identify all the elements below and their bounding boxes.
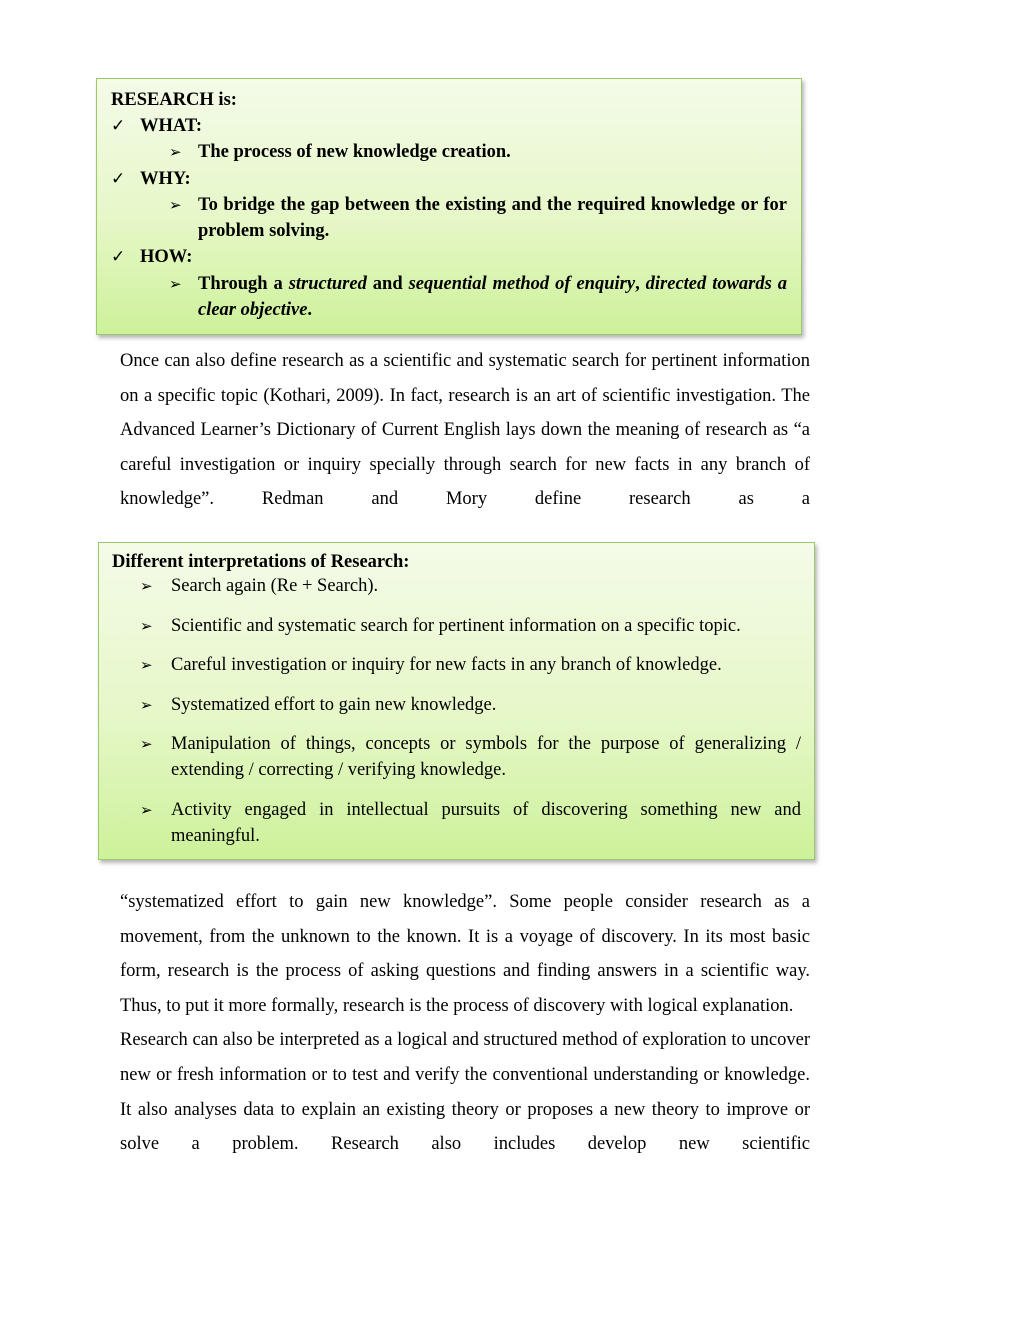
interpretations-box-title: Different interpretations of Research:	[112, 552, 410, 572]
interpretation-item	[112, 573, 801, 599]
research-box-title: RESEARCH is:	[111, 90, 237, 110]
interpretation-item	[112, 652, 801, 678]
arrow-bullet-icon: ➢	[140, 800, 153, 819]
interpretations-box	[98, 542, 815, 860]
research-definition-box	[96, 78, 802, 335]
point-part-italic: sequential method of enquiry	[408, 273, 636, 294]
interpretation-item	[112, 731, 801, 783]
interpretation-item	[112, 692, 801, 718]
interpretation-text: Careful investigation or inquiry for new facts in any branch of knowledge.	[171, 655, 722, 675]
arrow-bullet-icon: ➢	[169, 274, 182, 293]
interpretation-text: Systematized effort to gain new knowledge.	[171, 694, 497, 715]
point-text	[198, 271, 787, 324]
point-text: To bridge the gap between the existing and the required knowledge or for problem solving.	[198, 194, 787, 242]
interpretation-text: Manipulation of things, concepts or symbols for the purpose of generalizing / extending / correcting / verifying knowledge.	[171, 734, 801, 780]
arrow-bullet-icon: ➢	[140, 616, 153, 635]
section-heading-label: WHAT:	[140, 116, 203, 136]
point-part: ,	[635, 273, 646, 294]
checkmark-icon: ✓	[111, 168, 126, 189]
arrow-bullet-icon: ➢	[140, 577, 153, 595]
body-paragraphs-bottom	[120, 885, 810, 1162]
checkmark-icon: ✓	[111, 116, 126, 136]
arrow-bullet-icon: ➢	[169, 143, 182, 162]
interpretation-item	[112, 613, 801, 639]
arrow-bullet-icon: ➢	[140, 695, 153, 714]
interpretation-item	[112, 797, 801, 849]
arrow-bullet-icon: ➢	[169, 195, 182, 214]
point-part: Through a	[198, 273, 289, 294]
section-why-heading	[111, 166, 787, 192]
point-part-italic: directed towards a clear objective	[198, 273, 788, 321]
interpretation-text: Scientific and systematic search for pertinent information on a specific topic.	[171, 615, 741, 636]
checkmark-icon: ✓	[111, 247, 126, 268]
section-heading-label: HOW:	[140, 247, 193, 268]
point-text: The process of new knowledge creation.	[198, 142, 511, 163]
point-part: and	[366, 273, 409, 294]
section-what-heading	[111, 113, 787, 139]
point-part: .	[307, 300, 313, 321]
body-paragraph-3: Research can also be interpreted as a logical and structured method of exploration to uncover new or fresh information or to test and verify the conventional understanding or knowledge. It also analyses data to explain an existing theory or proposes a new theory to improve or solve a problem. Research also includes develop new scientific	[120, 1030, 810, 1155]
arrow-bullet-icon: ➢	[140, 735, 153, 753]
section-how-point	[111, 271, 787, 324]
section-why-point	[111, 192, 787, 245]
point-part-italic: structured	[288, 273, 367, 294]
interpretation-text: Search again (Re + Search).	[171, 576, 379, 596]
body-paragraph-2: “systematized effort to gain new knowledge”. Some people consider research as a movement, from the unknown to the known. It is a voyage of discovery. In its most basic form, research is the process of asking questions and finding answers in a scientific way. Thus, to put it more formally, research is the process of discovery with logical explanation.	[120, 892, 810, 1016]
section-heading-label: WHY:	[140, 168, 191, 189]
body-paragraph-1: Once can also define research as a scientific and systematic search for pertinent information on a specific topic (Kothari, 2009). In fact, research is an art of scientific investigation. The Advanced Learner’s Dictionary of Current English lays down the meaning of research as “a careful investigation or inquiry specially through search for new facts in any branch of knowledge”. Redman and Mory define research as a	[120, 351, 810, 510]
section-what-point	[111, 139, 787, 165]
section-how-heading	[111, 244, 787, 270]
arrow-bullet-icon: ➢	[140, 656, 153, 674]
interpretation-text: Activity engaged in intellectual pursuits of discovering something new and meaningful.	[171, 799, 801, 846]
